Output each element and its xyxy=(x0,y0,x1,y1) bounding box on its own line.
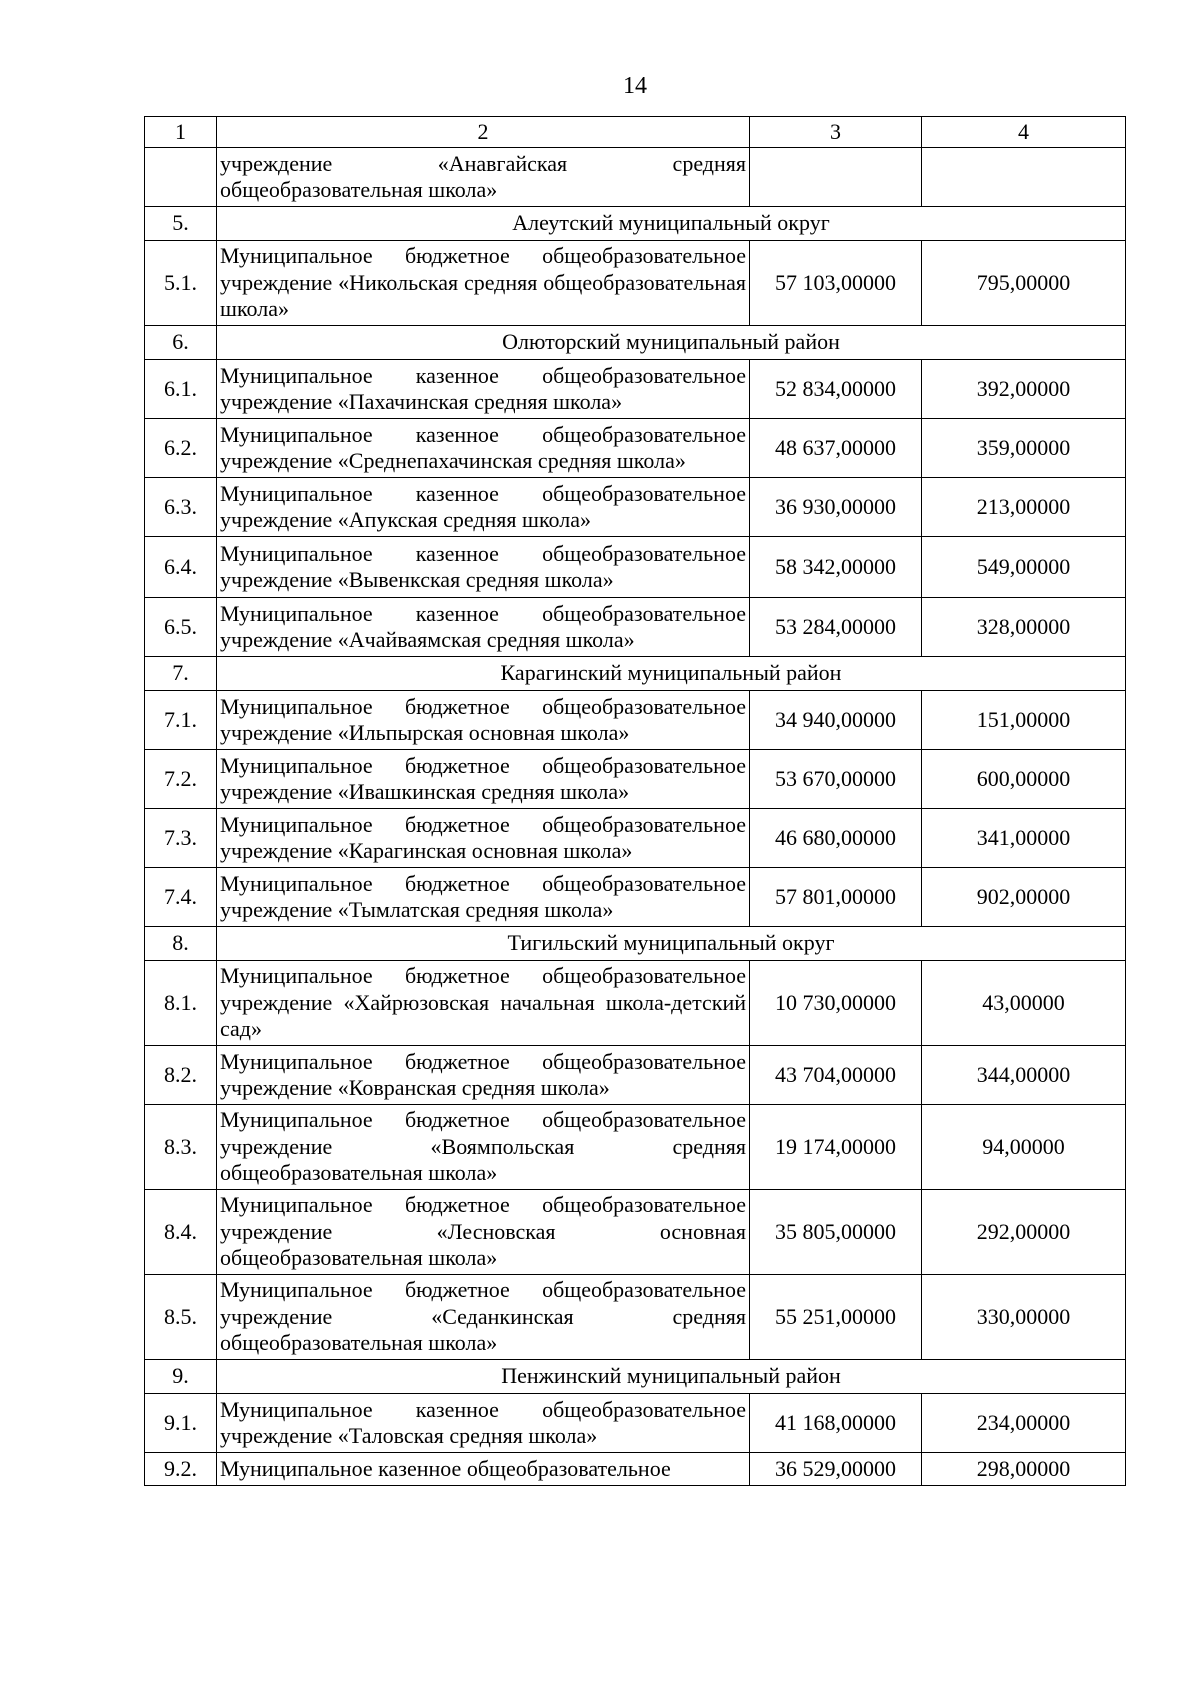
value-col4: 902,00000 xyxy=(922,868,1126,927)
table-row xyxy=(145,598,1126,657)
section-title: Алеутский муниципальный округ xyxy=(217,207,1126,241)
value-col4: 234,00000 xyxy=(922,1394,1126,1453)
value-col3: 43 704,00000 xyxy=(750,1046,922,1105)
row-number: 9.1. xyxy=(145,1394,217,1453)
section-row xyxy=(145,1360,1126,1394)
row-number: 7.4. xyxy=(145,868,217,927)
section-title: Тигильский муниципальный округ xyxy=(217,927,1126,961)
continuation-col4 xyxy=(922,148,1126,207)
value-col3: 57 801,00000 xyxy=(750,868,922,927)
institution-name: Муниципальное казенное общеобразовательное учреждение «Пахачинская средняя школа» xyxy=(217,360,750,419)
value-col3: 41 168,00000 xyxy=(750,1394,922,1453)
value-col4: 151,00000 xyxy=(922,691,1126,750)
table-row xyxy=(145,1046,1126,1105)
value-col4: 344,00000 xyxy=(922,1046,1126,1105)
table-row xyxy=(145,1105,1126,1190)
continuation-col3 xyxy=(750,148,922,207)
page-number: 14 xyxy=(623,73,647,99)
institution-name: Муниципальное бюджетное общеобразовательное учреждение «Лесновская основная общеобразовательная школа» xyxy=(217,1190,750,1275)
institution-name: Муниципальное бюджетное общеобразовательное учреждение «Никольская средняя общеобразовательная школа» xyxy=(217,241,750,326)
value-col4: 43,00000 xyxy=(922,961,1126,1046)
row-number: 8.4. xyxy=(145,1190,217,1275)
section-number: 6. xyxy=(145,326,217,360)
value-col4: 298,00000 xyxy=(922,1453,1126,1486)
row-number: 6.3. xyxy=(145,478,217,537)
section-number: 8. xyxy=(145,927,217,961)
table-row xyxy=(145,868,1126,927)
header-col-3: 3 xyxy=(750,117,922,148)
row-number: 7.3. xyxy=(145,809,217,868)
value-col3: 57 103,00000 xyxy=(750,241,922,326)
continuation-name-line-2: общеобразовательная школа» xyxy=(220,177,498,202)
institution-name: Муниципальное казенное общеобразовательное учреждение «Вывенкская средняя школа» xyxy=(217,537,750,598)
row-number: 7.1. xyxy=(145,691,217,750)
row-number: 8.1. xyxy=(145,961,217,1046)
section-title: Пенжинский муниципальный район xyxy=(217,1360,1126,1394)
row-number: 6.2. xyxy=(145,419,217,478)
continuation-row xyxy=(145,148,1126,207)
value-col4: 341,00000 xyxy=(922,809,1126,868)
table-row xyxy=(145,1190,1126,1275)
institution-name: Муниципальное бюджетное общеобразовательное учреждение «Седанкинская средняя общеобразовательная школа» xyxy=(217,1275,750,1360)
row-number: 7.2. xyxy=(145,750,217,809)
institution-name: Муниципальное казенное общеобразовательное xyxy=(217,1453,750,1486)
value-col3: 52 834,00000 xyxy=(750,360,922,419)
row-number: 8.2. xyxy=(145,1046,217,1105)
continuation-name-line-1: учреждение «Анавгайская средняя xyxy=(220,150,746,176)
table-body xyxy=(145,117,1126,1486)
value-col4: 213,00000 xyxy=(922,478,1126,537)
table-row xyxy=(145,478,1126,537)
institution-name: Муниципальное бюджетное общеобразовательное учреждение «Тымлатская средняя школа» xyxy=(217,868,750,927)
table-row xyxy=(145,750,1126,809)
value-col4: 795,00000 xyxy=(922,241,1126,326)
value-col3: 48 637,00000 xyxy=(750,419,922,478)
row-number: 6.1. xyxy=(145,360,217,419)
table-row xyxy=(145,360,1126,419)
value-col4: 292,00000 xyxy=(922,1190,1126,1275)
value-col3: 53 670,00000 xyxy=(750,750,922,809)
value-col3: 34 940,00000 xyxy=(750,691,922,750)
value-col4: 549,00000 xyxy=(922,537,1126,598)
value-col3: 55 251,00000 xyxy=(750,1275,922,1360)
value-col3: 53 284,00000 xyxy=(750,598,922,657)
value-col3: 19 174,00000 xyxy=(750,1105,922,1190)
institution-name: Муниципальное казенное общеобразовательное учреждение «Таловская средняя школа» xyxy=(217,1394,750,1453)
column-number-header-row xyxy=(145,117,1126,148)
row-number: 6.5. xyxy=(145,598,217,657)
value-col3: 36 930,00000 xyxy=(750,478,922,537)
section-row xyxy=(145,927,1126,961)
header-col-4: 4 xyxy=(922,117,1126,148)
header-col-1: 1 xyxy=(145,117,217,148)
continuation-num xyxy=(145,148,217,207)
institution-name: Муниципальное бюджетное общеобразовательное учреждение «Воямпольская средняя общеобразовательная школа» xyxy=(217,1105,750,1190)
institution-name: Муниципальное бюджетное общеобразовательное учреждение «Ильпырская основная школа» xyxy=(217,691,750,750)
header-col-2: 2 xyxy=(217,117,750,148)
section-number: 7. xyxy=(145,657,217,691)
institution-name: Муниципальное бюджетное общеобразовательное учреждение «Ковранская средняя школа» xyxy=(217,1046,750,1105)
section-title: Карагинский муниципальный район xyxy=(217,657,1126,691)
value-col3: 36 529,00000 xyxy=(750,1453,922,1486)
table-row xyxy=(145,241,1126,326)
value-col4: 392,00000 xyxy=(922,360,1126,419)
section-number: 5. xyxy=(145,207,217,241)
row-number: 8.3. xyxy=(145,1105,217,1190)
table-row xyxy=(145,1453,1126,1486)
row-number: 6.4. xyxy=(145,537,217,598)
value-col3: 10 730,00000 xyxy=(750,961,922,1046)
section-row xyxy=(145,326,1126,360)
section-number: 9. xyxy=(145,1360,217,1394)
row-number: 5.1. xyxy=(145,241,217,326)
table-row xyxy=(145,537,1126,598)
institution-name: Муниципальное казенное общеобразовательное учреждение «Среднепахачинская средняя школа» xyxy=(217,419,750,478)
row-number: 9.2. xyxy=(145,1453,217,1486)
table-row xyxy=(145,809,1126,868)
institution-name: Муниципальное бюджетное общеобразовательное учреждение «Карагинская основная школа» xyxy=(217,809,750,868)
table-row xyxy=(145,1394,1126,1453)
institution-name: Муниципальное казенное общеобразовательное учреждение «Ачайваямская средняя школа» xyxy=(217,598,750,657)
institution-name: Муниципальное бюджетное общеобразовательное учреждение «Ивашкинская средняя школа» xyxy=(217,750,750,809)
section-row xyxy=(145,207,1126,241)
section-title: Олюторский муниципальный район xyxy=(217,326,1126,360)
value-col3: 35 805,00000 xyxy=(750,1190,922,1275)
value-col3: 46 680,00000 xyxy=(750,809,922,868)
continuation-name xyxy=(217,148,750,207)
value-col4: 600,00000 xyxy=(922,750,1126,809)
institution-name: Муниципальное казенное общеобразовательное учреждение «Апукская средняя школа» xyxy=(217,478,750,537)
value-col4: 359,00000 xyxy=(922,419,1126,478)
value-col4: 328,00000 xyxy=(922,598,1126,657)
value-col4: 94,00000 xyxy=(922,1105,1126,1190)
table-row xyxy=(145,419,1126,478)
section-row xyxy=(145,657,1126,691)
value-col3: 58 342,00000 xyxy=(750,537,922,598)
table-row xyxy=(145,961,1126,1046)
allocation-table xyxy=(144,116,1126,1486)
institution-name: Муниципальное бюджетное общеобразовательное учреждение «Хайрюзовская начальная школа-детский сад» xyxy=(217,961,750,1046)
table-row xyxy=(145,1275,1126,1360)
row-number: 8.5. xyxy=(145,1275,217,1360)
value-col4: 330,00000 xyxy=(922,1275,1126,1360)
table-row xyxy=(145,691,1126,750)
